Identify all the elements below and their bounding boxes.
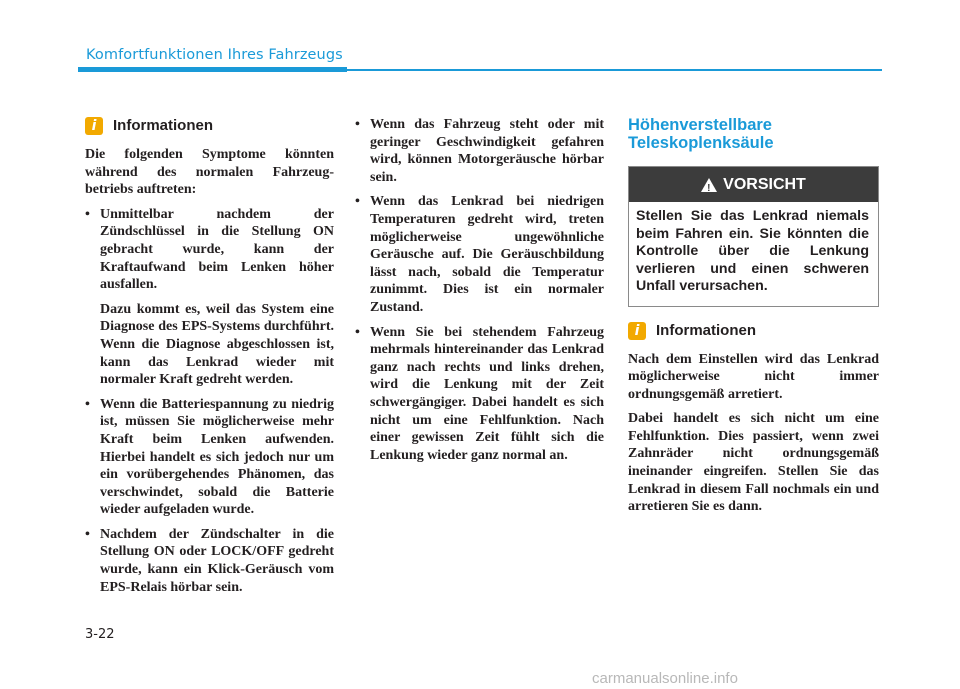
info-intro: Die folgenden Symptome könnten während des normalen Fahrzeug-betriebs auftreten: [85,147,334,198]
column-right [628,116,879,523]
list-item-text: Wenn das Lenkrad bei niedrigen Temperaturen gedreht wird, treten möglicherweise ungewöhnliche Geräusche auf. Die Geräuschbildung lässt nach, sobald die Temperatur zunimmt. Dies ist ein normaler Zustand. [370,194,604,315]
section-title-line2: Teleskoplenksäule [628,134,774,152]
warning-triangle-icon [701,178,717,192]
info-paragraph: Nach dem Einstellen wird das Lenkrad möglicherweise nicht immer ordnungsgemäß arretiert. [628,351,879,402]
list-item-subparagraph: Dazu kommt es, weil das System eine Diagnose des EPS-Systems durchführt. Wenn die Diagnose abgeschlossen ist, kann das Lenkrad wieder mit normaler Kraft gedreht werden. [100,301,334,388]
list-item [85,396,334,519]
info-icon: i [628,322,646,340]
info-heading [85,116,334,136]
header-rule-thick [78,67,347,72]
info-paragraph: Dabei handelt es sich nicht um eine Fehlfunktion. Dies passiert, wenn zwei Zahnräder nicht ordnungsgemäß ineinander eingreifen. Stellen Sie das Lenkrad in diesem Fall nochmals ein und arretieren Sie es dann. [628,411,879,515]
column-middle [355,116,604,471]
list-item-text: Nachdem der Zündschalter in die Stellung ON oder LOCK/OFF gedreht wurde, kann ein Klick-Geräusch vom EPS-Relais hörbar sein. [100,526,334,595]
info-title: Informationen [113,117,213,135]
list-item [355,193,604,316]
symptom-list-continued [355,116,604,464]
info-heading [628,321,879,341]
section-title [628,116,879,152]
caution-label: VORSICHT [723,175,806,193]
info-icon: i [85,117,103,135]
list-item-text: Wenn Sie bei stehendem Fahrzeug mehrmals hintereinander das Lenkrad ganz nach rechts und links drehen, wird die Lenkung mit der Zeit schwergängiger. Dabei handelt es sich nicht um eine Fehlfunktion. Nach einer gewissen Zeit fühlt sich die Lenkung wieder ganz normal an. [370,324,604,463]
column-left [85,116,334,603]
header-rule-thin [347,69,882,71]
symptom-list [85,206,334,596]
info-title: Informationen [656,321,756,339]
section-title-line1: Höhenverstellbare [628,116,772,134]
list-item [355,324,604,465]
list-item [355,116,604,186]
caution-box [628,166,879,307]
caution-header [629,167,878,202]
list-item-text: Wenn die Batteriespannung zu niedrig ist, müssen Sie möglicherweise mehr Kraft beim Lenken aufwenden. Hierbei handelt es sich jedoch nur um ein vorübergehendes Phänomen, das verschwindet, sobald die Batterie wieder aufgeladen wurde. [100,396,334,518]
list-item [85,206,334,389]
list-item-text: Wenn das Fahrzeug steht oder mit geringer Geschwindigkeit gefahren wird, können Motorgeräusche hörbar sein. [370,117,604,185]
watermark: carmanualsonline.info [592,670,738,687]
list-item-text: Unmittelbar nachdem der Zündschlüssel in die Stellung ON gebracht wurde, kann der Kraftaufwand beim Lenken höher ausfallen. [100,206,334,293]
caution-text: Stellen Sie das Lenkrad niemals beim Fahren ein. Sie könnten die Kontrolle über die Lenkung verlieren und einen schweren Unfall verursachen. [636,208,869,294]
list-item [85,526,334,596]
section-header-title: Komfortfunktionen Ihres Fahrzeugs [86,47,343,63]
page-number: 3-22 [85,627,115,642]
